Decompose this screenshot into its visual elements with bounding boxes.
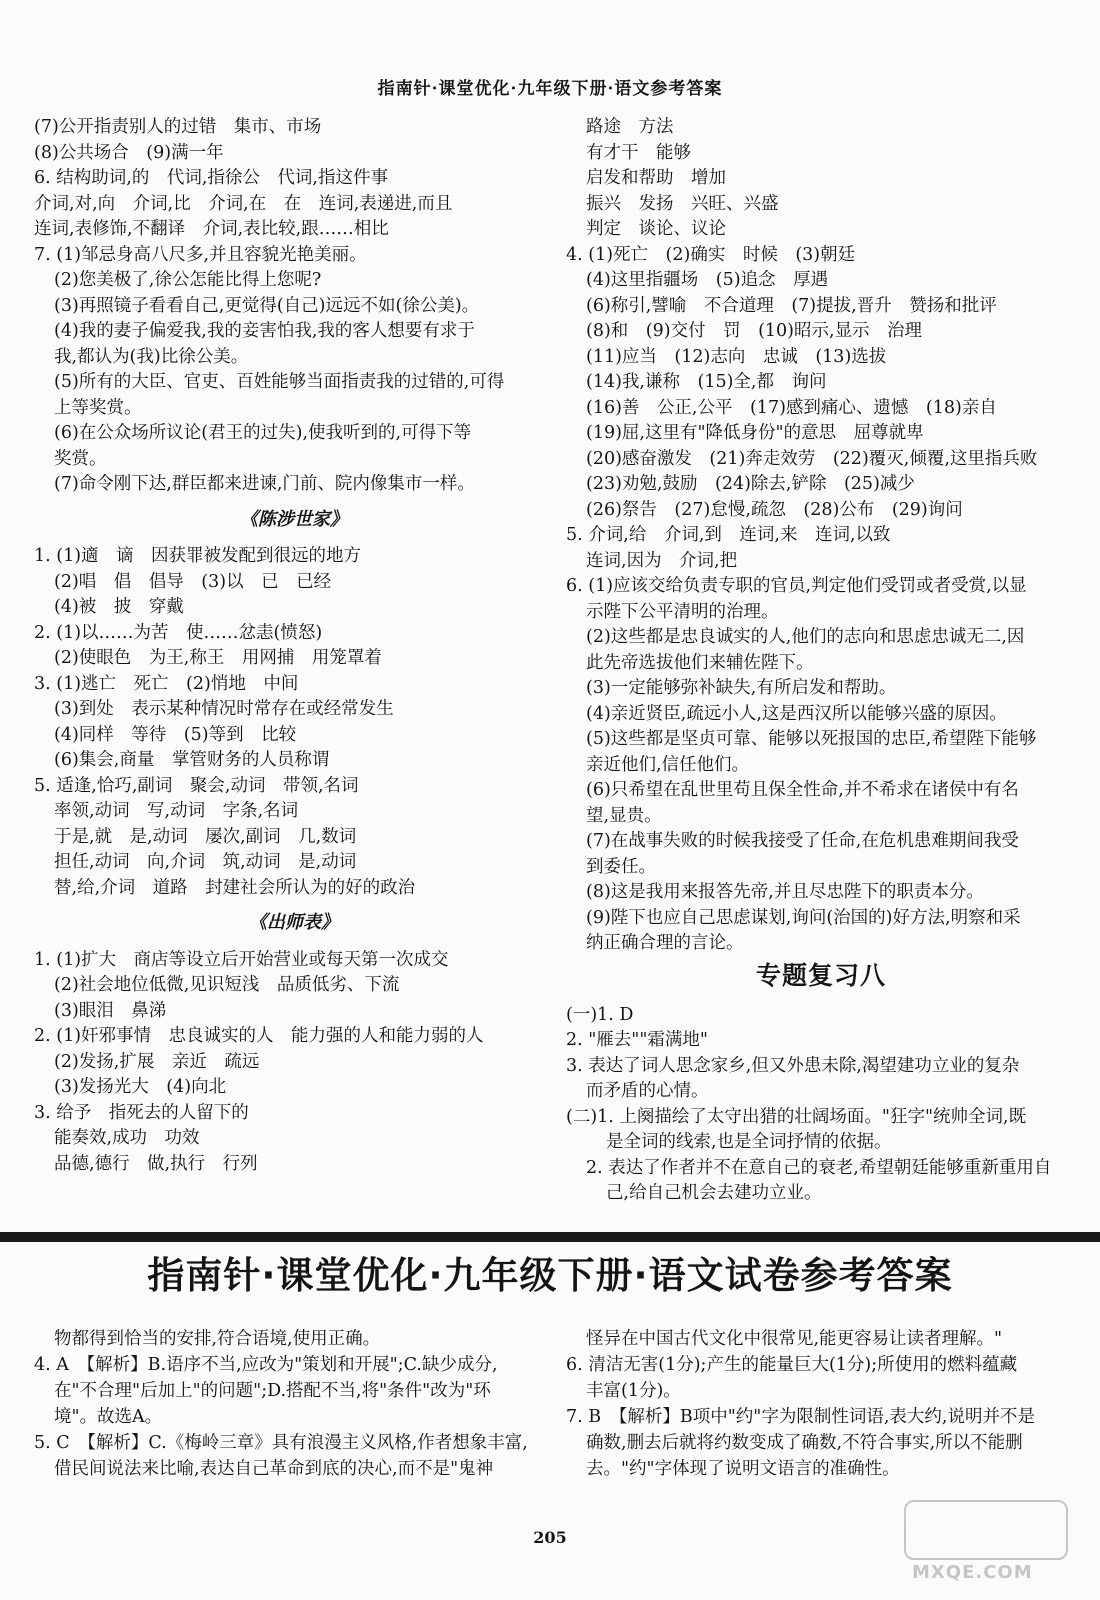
answer-line: (3)发扬光大 (4)向北	[54, 1077, 227, 1097]
answer-line: (7)命令刚下达,群臣都来进谏,门前、院内像集市一样。	[54, 474, 475, 494]
answer-line: (9)陛下也应自己思虑谋划,询问(治国的)好方法,明察和采	[586, 907, 1021, 928]
answer-line: 4. (1)死亡 (2)确实 时候 (3)朝廷	[566, 244, 856, 265]
answer-line: 确数,删去后就将约数变成了确数,不符合事实,所以不能删	[586, 1433, 1023, 1453]
answer-line: (5)这些都是坚贞可靠、能够以死报国的忠臣,希望陛下能够	[586, 729, 1037, 749]
answer-line: (6)在公众场所议论(君王的过失),使我听到的,可得下等	[54, 423, 472, 443]
answer-line: 担任,动词 向,介词 筑,动词 是,动词	[54, 852, 357, 872]
answer-line: 连词,因为 介词,把	[586, 550, 738, 571]
answer-line: 5. C 【解析】C.《梅岭三章》具有浪漫主义风格,作者想象丰富,	[34, 1433, 528, 1453]
answer-line: (14)我,谦称 (15)全,都 询问	[586, 372, 827, 392]
answer-line: 2. (1)以……为苦 使……忿恚(愤怒)	[34, 622, 323, 643]
answer-line: 判定 谈论、议论	[586, 219, 726, 239]
answer-line: 4. A 【解析】B.语序不当,应改为"策划和开展";C.缺少成分,	[34, 1355, 498, 1375]
answer-line: 率领,动词 写,动词 字条,名词	[54, 801, 299, 821]
answer-line: (7)在战事失败的时候我接受了任命,在危机患难期间我受	[586, 831, 1019, 851]
answer-line: 去。"约"字体现了说明文语言的准确性。	[586, 1459, 900, 1479]
answer-line: 奖赏。	[54, 448, 107, 469]
watermark-box	[904, 1500, 1068, 1560]
answer-line: (7)公开指责别人的过错 集市、市场	[34, 117, 322, 137]
answer-line: (5)所有的大臣、官吏、百姓能够当面指责我的过错的,可得	[54, 372, 505, 392]
answer-line: (23)劝勉,鼓励 (24)除去,铲除 (25)减少	[586, 474, 915, 494]
answer-line: (20)感奋激发 (21)奔走效劳 (22)覆灭,倾覆,这里指兵败	[586, 448, 1038, 469]
answer-line: (6)集会,商量 掌管财务的人员称谓	[54, 750, 330, 770]
answer-line: (16)善 公正,公平 (17)感到痛心、遗憾 (18)亲自	[586, 397, 997, 418]
answer-line: 示陛下公平清明的治理。	[586, 601, 779, 622]
answer-line: 3. 给予 指死去的人留下的	[34, 1102, 249, 1123]
review-title: 专题复习八	[755, 960, 886, 990]
answer-line: 6. 结构助词,的 代词,指徐公 代词,指这件事	[34, 168, 388, 188]
page-number: 205	[533, 1528, 567, 1547]
answer-line: 己,给自己机会去建功立业。	[606, 1183, 822, 1203]
watermark-text: MXQE.COM	[912, 1562, 1033, 1583]
answer-line: (3)一定能够弥补缺失,有所启发和帮助。	[586, 678, 897, 698]
answer-line: (11)应当 (12)志向 忠诚 (13)选拔	[586, 346, 887, 367]
answer-line: (4)亲近贤臣,疏远小人,这是西汉所以能够兴盛的原因。	[586, 703, 1007, 724]
answer-line: 我,都认为(我)比徐公美。	[54, 346, 249, 367]
answer-line: 品德,德行 做,执行 行列	[54, 1153, 258, 1174]
answer-line: (2)您美极了,徐公怎能比得上您呢?	[54, 270, 322, 290]
section-title: 《出师表》	[249, 912, 339, 933]
answer-line: (二)1. 上阕描绘了太守出猎的壮阔场面。"狂字"统帅全词,既	[566, 1106, 1027, 1127]
answer-line: 能奏效,成功 功效	[54, 1128, 200, 1148]
answer-line: (8)公共场合 (9)满一年	[34, 142, 224, 163]
right-answer-column	[566, 115, 1076, 1207]
answer-line: 6. (1)应该交给负责专职的官员,判定他们受罚或者受赏,以显	[566, 576, 1027, 596]
answer-line: (4)被 披 穿戴	[54, 597, 184, 617]
answer-line: 振兴 发扬 兴旺、兴盛	[586, 193, 779, 214]
answer-line: 借民间说法来比喻,表达自己革命到底的决心,而不是"鬼神	[54, 1459, 494, 1479]
answer-line: 上等奖赏。	[54, 397, 142, 418]
answer-line: 2. 表达了作者并不在意自己的衰老,希望朝廷能够重新重用自	[586, 1157, 1052, 1178]
answer-line: 此先帝选拔他们来辅佐陛下。	[586, 652, 814, 673]
answer-line: 到委任。	[586, 856, 656, 877]
answer-line: 介词,对,向 介词,比 介词,在 在 连词,表递进,而且	[34, 193, 453, 214]
answer-line: (6)称引,譬喻 不合道理 (7)提拔,晋升 赞扬和批评	[586, 295, 997, 316]
answer-line: 3. 表达了词人思念家乡,但又外患未除,渴望建功立业的复杂	[566, 1055, 1020, 1076]
answer-line: 而矛盾的心情。	[586, 1081, 709, 1101]
left-answer-column	[34, 115, 554, 1177]
answer-line: 3. (1)逃亡 死亡 (2)悄地 中间	[34, 673, 299, 694]
answer-line: (2)社会地位低微,见识短浅 品质低劣、下流	[54, 975, 400, 995]
answer-line: 纳正确合理的言论。	[586, 933, 744, 953]
answer-line: 7. (1)邹忌身高八尺多,并且容貌光艳美丽。	[34, 244, 367, 265]
answer-line: 境"。故选A。	[54, 1407, 163, 1427]
answer-line: (2)唱 倡 倡导 (3)以 已 已经	[54, 571, 332, 592]
answer-line: 2. "雁去""霜满地"	[566, 1030, 708, 1050]
answer-line: 连词,表修饰,不翻译 介词,表比较,跟……相比	[34, 219, 389, 239]
answer-line: 2. (1)奸邪事情 忠良诚实的人 能力强的人和能力弱的人	[34, 1026, 484, 1046]
answer-line: 路途 方法	[586, 117, 674, 137]
answer-line: 望,显贵。	[586, 805, 662, 826]
answer-line: (8)这是我用来报答先帝,并且尽忠陛下的职责本分。	[586, 882, 984, 902]
answer-line: 丰富(1分)。	[586, 1381, 681, 1401]
answer-line: 7. B 【解析】B项中"约"字为限制性词语,表大约,说明并不是	[566, 1407, 1035, 1427]
answer-line: 启发和帮助 增加	[586, 168, 726, 188]
answer-line: 1. (1)扩大 商店等设立后开始营业或每天第一次成交	[34, 949, 449, 970]
answer-line: (3)再照镜子看看自己,更觉得(自己)远远不如(徐公美)。	[54, 295, 480, 316]
section-title: 《陈涉世家》	[240, 508, 348, 530]
answer-line: 物都得到恰当的安排,符合语境,使用正确。	[54, 1329, 381, 1349]
bottom-left-column	[34, 1326, 554, 1482]
answer-line: 怪异在中国古代文化中很常见,能更容易让读者理解。"	[586, 1329, 1003, 1349]
answer-line: (19)屈,这里有"降低身份"的意思 屈尊就卑	[586, 423, 924, 443]
answer-line: (4)同样 等待 (5)等到 比较	[54, 724, 297, 745]
answer-line: 在"不合理"后加上"的问题";D.搭配不当,将"条件"改为"环	[54, 1381, 491, 1401]
answer-line: 替,给,介词 道路 封建社会所认为的好的政治	[54, 877, 416, 898]
answer-line: (3)眼泪 鼻涕	[54, 1000, 167, 1021]
answer-line: 5. 适逢,恰巧,副词 聚会,动词 带领,名词	[34, 775, 359, 796]
answer-line: (3)到处 表示某种情况时常存在或经常发生	[54, 699, 394, 719]
watermark-logo-icon	[904, 1500, 1074, 1590]
answer-line: (一)1. D	[566, 1004, 634, 1025]
answer-line: 亲近他们,信任他们。	[586, 754, 750, 775]
answer-line: (8)和 (9)交付 罚 (10)昭示,显示 治理	[586, 321, 923, 341]
answer-line: (4)我的妻子偏爱我,我的妾害怕我,我的客人想要有求于	[54, 321, 475, 341]
answer-line: 是全词的线索,也是全词抒情的依据。	[606, 1132, 892, 1152]
exam-answers-banner: 指南针·课堂优化·九年级下册·语文试卷参考答案	[147, 1254, 953, 1297]
answer-line: (6)只希望在乱世里苟且保全性命,并不希求在诸侯中有名	[586, 780, 1019, 800]
answer-line: 于是,就 是,动词 屡次,副词 几,数词	[54, 826, 357, 847]
page-header: 指南针·课堂优化·九年级下册·语文参考答案	[377, 79, 723, 99]
answer-line: (2)发扬,扩展 亲近 疏远	[54, 1051, 260, 1072]
answer-line: 1. (1)適 谪 因获罪被发配到很远的地方	[34, 546, 362, 566]
answer-line: 有才干 能够	[586, 142, 691, 163]
answer-line: 6. 清洁无害(1分);产生的能量巨大(1分);所使用的燃料蕴藏	[566, 1355, 1018, 1375]
answer-line: (4)这里指疆场 (5)追念 厚遇	[586, 270, 829, 290]
answer-line: 5. 介词,给 介词,到 连词,来 连词,以致	[566, 525, 891, 545]
answer-line: (2)这些都是忠良诚实的人,他们的志向和思虑忠诚无二,因	[586, 627, 1025, 647]
bottom-right-column	[566, 1326, 1076, 1482]
section-divider	[0, 1232, 1100, 1242]
answer-line: (26)祭告 (27)怠慢,疏忽 (28)公布 (29)询问	[586, 499, 963, 520]
answer-line: (2)使眼色 为王,称王 用网捕 用笼罩着	[54, 648, 382, 668]
